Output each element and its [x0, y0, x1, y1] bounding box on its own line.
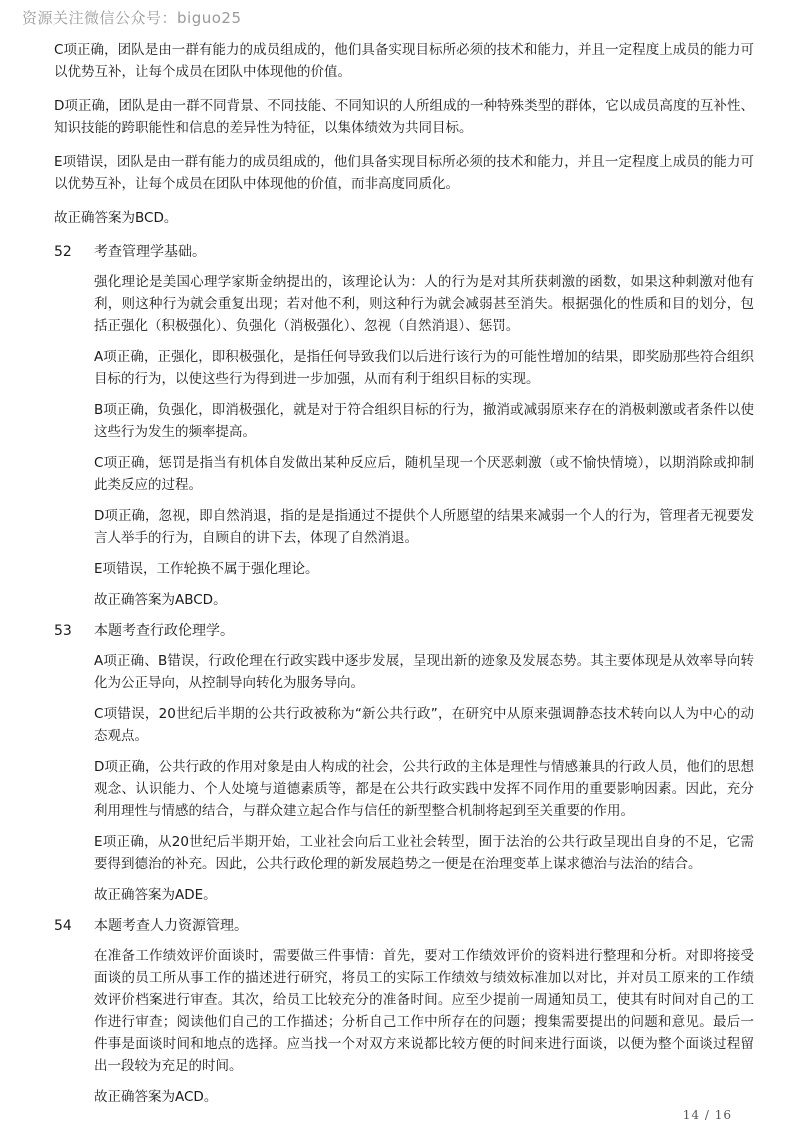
page-indicator	[683, 1108, 732, 1122]
paragraph: C项正确，团队是由一群有能力的成员组成的，他们具备实现目标所必须的技术和能力，并且一定程度上成员的能力可以优势互补，让每个成员在团队中体现他的价值。	[54, 42, 754, 80]
paragraph: D项正确，公共行政的作用对象是由人构成的社会，公共行政的主体是理性与情感兼具的行政人员，他们的思想观念、认识能力、个人处境与道德素质等，都是在公共行政实践中发挥不同作用的重要影响因素。因此，充分利用理性与情感的结合，与群众建立起合作与信任的新型整合机制将起到至关重要的作用。	[94, 759, 754, 819]
page-separator: /	[704, 1108, 710, 1122]
paragraph: A项正确、B错误，行政伦理在行政实践中逐步发展，呈现出新的迹象及发展态势。其主要体现是从效率导向转化为公正导向，从控制导向转化为服务导向。	[94, 653, 754, 691]
paragraph: D项正确，团队是由一群不同背景、不同技能、不同知识的人所组成的一种特殊类型的群体，它以成员高度的互补性、知识技能的跨职能性和信息的差异性为特征，以集体绩效为共同目标。	[54, 98, 754, 136]
question-title: 考查管理学基础。	[94, 244, 206, 260]
paragraph: C项正确，惩罚是指当有机体自发做出某种反应后，随机呈现一个厌恶刺激（或不愉快情境），以期消除或抑制此类反应的过程。	[94, 455, 754, 493]
paragraph: A项正确，正强化，即积极强化，是指任何导致我们以后进行该行为的可能性增加的结果，即奖励那些符合组织目标的行为，以使这些行为得到进一步加强，从而有利于组织目标的实现。	[94, 349, 754, 387]
question-54	[54, 915, 754, 1108]
current-page: 14	[682, 1108, 701, 1122]
answer-line: 故正确答案为ADE。	[94, 887, 217, 903]
paragraph: C项错误，20世纪后半期的公共行政被称为“新公共行政”，在研究中从原来强调静态技术转向以人为中心的动态观点。	[94, 706, 754, 744]
paragraph: D项正确，忽视，即自然消退，指的是是指通过不提供个人所愿望的结果来减弱一个人的行为，管理者无视要发言人举手的行为，自顾自的讲下去，体现了自然消退。	[94, 508, 754, 546]
paragraph: E项错误，团队是由一群有能力的成员组成的，他们具备实现目标所必须的技术和能力，并且一定程度上成员的能力可以优势互补，让每个成员在团队中体现他的价值，而非高度同质化。	[54, 154, 754, 192]
top-paragraphs	[54, 39, 754, 229]
question-heading	[54, 241, 754, 263]
paragraph: B项正确，负强化，即消极强化，就是对于符合组织目标的行为，撤消或减弱原来存在的消极刺激或者条件以使这些行为发生的频率提高。	[94, 402, 754, 440]
answer-line: 故正确答案为ACD。	[94, 1089, 218, 1105]
question-heading	[54, 915, 754, 937]
watermark-text: 资源关注微信公众号：biguo25	[22, 9, 242, 27]
answer-line: 故正确答案为ABCD。	[94, 592, 227, 608]
paragraph: 强化理论是美国心理学家斯金纳提出的，该理论认为：人的行为是对其所获刺激的函数，如果这种刺激对他有利，则这种行为就会重复出现；若对他不利，则这种行为就会减弱甚至消失。根据强化的性质和目的划分，包括正强化（积极强化）、负强化（消极强化）、忽视（自然消退）、惩罚。	[94, 274, 754, 334]
question-explanation	[94, 271, 754, 611]
question-explanation	[94, 650, 754, 906]
paragraph: 在准备工作绩效评价面谈时，需要做三件事情：首先，要对工作绩效评价的资料进行整理和分析。对即将接受面谈的员工所从事工作的描述进行研究，将员工的实际工作绩效与绩效标准加以对比，并对员工原来的工作绩效评价档案进行审查。其次，给员工比较充分的准备时间。应至少提前一周通知员工，使其有时间对自己的工作进行审查；阅读他们自己的工作描述；分析自己工作中所存在的问题；搜集需要提出的问题和意见。最后一件事是面谈时间和地点的选择。应当找一个对双方来说都比较方便的时间来进行面谈，以便为整个面谈过程留出一段较为充足的时间。	[94, 948, 754, 1074]
paragraph: E项正确，从20世纪后半期开始，工业社会向后工业社会转型，囿于法治的公共行政呈现出自身的不足，它需要得到德治的补充。因此，公共行政伦理的新发展趋势之一便是在治理变革上谋求德治与法治的结合。	[94, 834, 754, 872]
question-number: 53	[54, 623, 72, 639]
question-explanation	[94, 945, 754, 1108]
document-body	[54, 39, 754, 1117]
question-53	[54, 620, 754, 906]
total-pages: 16	[714, 1108, 732, 1122]
question-title: 本题考查行政伦理学。	[94, 623, 234, 639]
question-52	[54, 241, 754, 611]
question-title: 本题考查人力资源管理。	[94, 918, 248, 934]
question-number: 52	[54, 244, 72, 260]
question-number: 54	[54, 918, 72, 934]
paragraph: E项错误，工作轮换不属于强化理论。	[94, 561, 319, 577]
answer-line: 故正确答案为BCD。	[54, 210, 178, 226]
question-heading	[54, 620, 754, 642]
